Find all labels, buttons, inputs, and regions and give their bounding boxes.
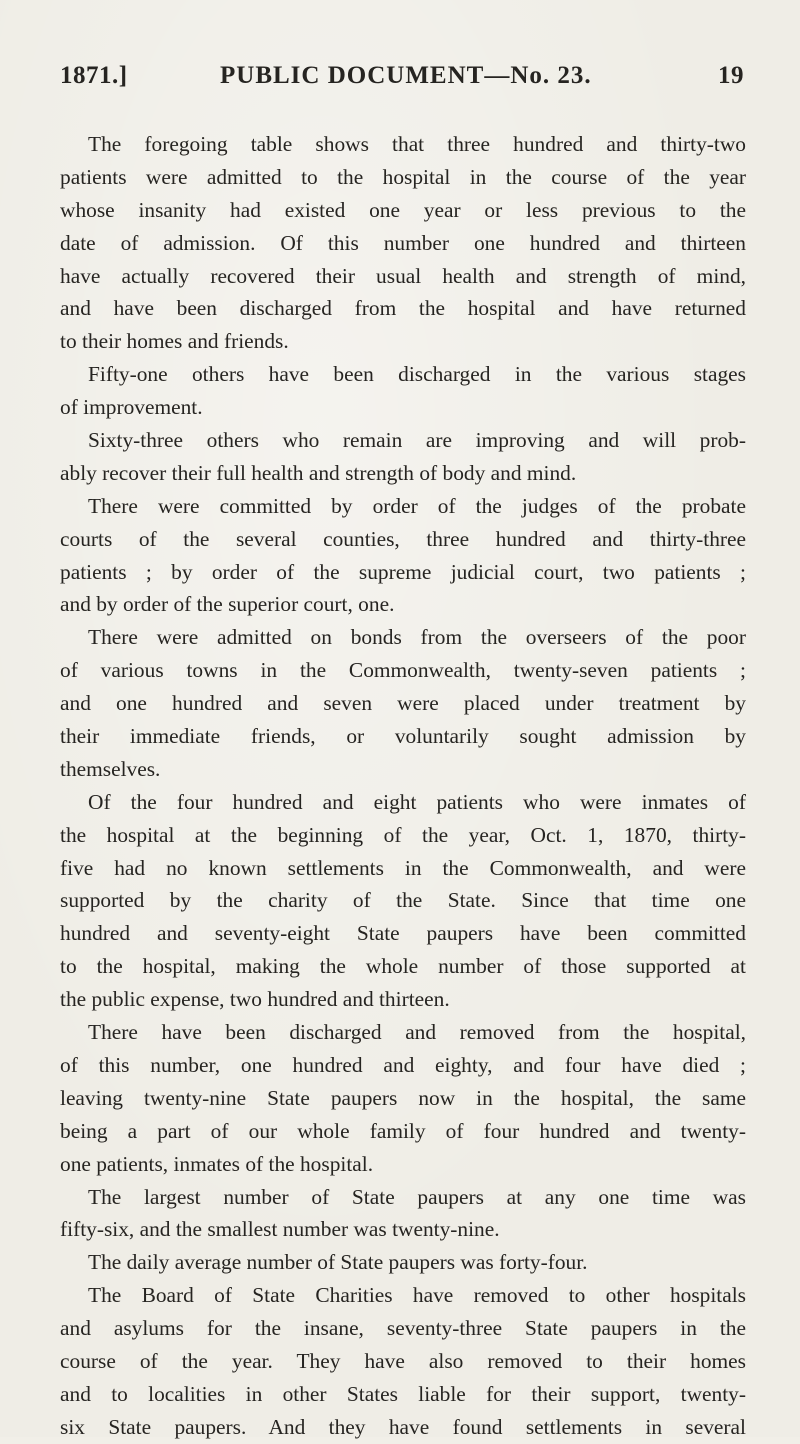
text-line: and to localities in other States liable for their support, twenty- (60, 1381, 746, 1406)
text-line: their immediate friends, or voluntarily sought admission by (60, 724, 746, 749)
text-line: have actually recovered their usual health and strength of mind, (60, 263, 746, 288)
text-line: Fifty-one others have been discharged in the various stages (88, 362, 746, 387)
text-line: the public expense, two hundred and thirteen. (60, 987, 450, 1012)
text-line: five had no known settlements in the Commonwealth, and were (60, 855, 746, 880)
text-line: There have been discharged and removed from the hospital, (88, 1020, 746, 1045)
text-line: the hospital at the beginning of the year, Oct. 1, 1870, thirty- (60, 822, 746, 847)
running-header (60, 62, 744, 98)
text-line: to the hospital, making the whole number of those supported at (60, 954, 746, 979)
text-line: The Board of State Charities have removed to other hospitals (88, 1283, 746, 1308)
text-line: six State paupers. And they have found settlements in several (60, 1414, 746, 1439)
text-line: patients were admitted to the hospital in the course of the year (60, 164, 746, 189)
text-line: one patients, inmates of the hospital. (60, 1151, 374, 1176)
header-year: 1871.] (60, 62, 128, 89)
text-line: courts of the several counties, three hundred and thirty-three (60, 526, 746, 551)
text-line: Sixty-three others who remain are improving and will prob- (88, 428, 746, 453)
text-line: There were committed by order of the judges of the probate (88, 493, 746, 518)
text-line: patients ; by order of the supreme judicial court, two patients ; (60, 559, 746, 584)
text-line: and one hundred and seven were placed under treatment by (60, 691, 746, 716)
text-line: The daily average number of State paupers was forty-four. (88, 1250, 588, 1275)
text-line: The foregoing table shows that three hundred and thirty-two (88, 132, 746, 156)
text-line: ably recover their full health and strength of body and mind. (60, 460, 577, 485)
text-line: whose insanity had existed one year or less previous to the (60, 197, 746, 222)
text-line: date of admission. Of this number one hundred and thirteen (60, 230, 746, 255)
page-number: 19 (718, 62, 744, 89)
text-line: Of the four hundred and eight patients who were inmates of (88, 789, 746, 814)
text-line: course of the year. They have also removed to their homes (60, 1348, 746, 1373)
text-line: and have been discharged from the hospital and have returned (60, 296, 746, 321)
body-text (60, 128, 746, 1444)
text-line: of various towns in the Commonwealth, twenty-seven patients ; (60, 658, 746, 683)
text-line: of this number, one hundred and eighty, and four have died ; (60, 1052, 746, 1077)
text-line: of improvement. (60, 395, 203, 420)
text-line: to their homes and friends. (60, 329, 289, 354)
text-line: themselves. (60, 756, 161, 781)
text-line: and by order of the superior court, one. (60, 592, 395, 617)
text-line: and asylums for the insane, seventy-three State paupers in the (60, 1316, 746, 1341)
text-line: leaving twenty-nine State paupers now in the hospital, the same (60, 1085, 746, 1110)
text-line: being a part of our whole family of four hundred and twenty- (60, 1118, 746, 1143)
header-title: PUBLIC DOCUMENT—No. 23. (220, 62, 592, 89)
text-line: There were admitted on bonds from the overseers of the poor (88, 625, 746, 650)
text-line: fifty-six, and the smallest number was twenty-nine. (60, 1217, 500, 1242)
text-line: The largest number of State paupers at any one time was (88, 1184, 746, 1209)
text-line: hundred and seventy-eight State paupers have been committed (60, 921, 746, 946)
text-line: supported by the charity of the State. Since that time one (60, 888, 746, 913)
